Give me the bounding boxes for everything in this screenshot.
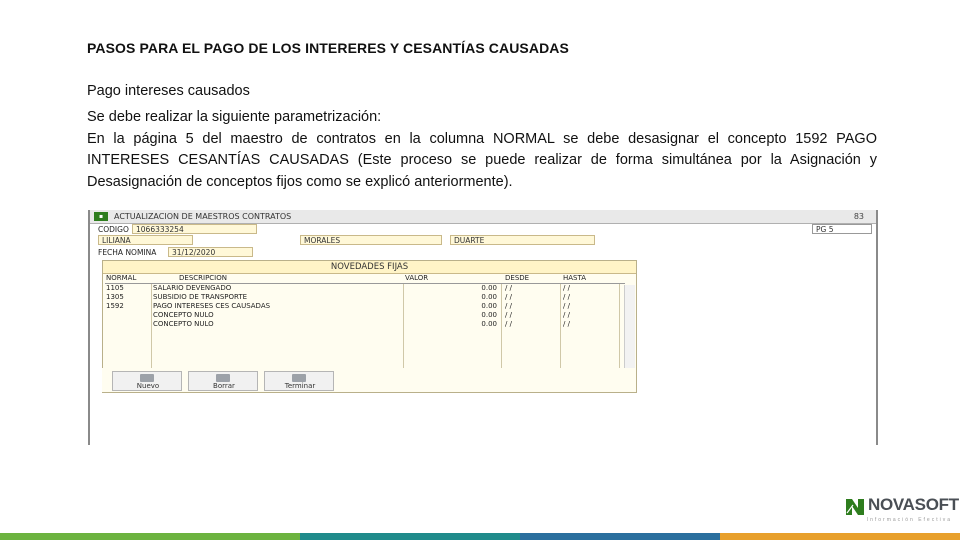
cell-normal[interactable]: 1592 xyxy=(106,302,124,310)
table-row[interactable] xyxy=(105,293,625,302)
table-row[interactable] xyxy=(105,311,625,320)
form-area xyxy=(90,224,876,445)
cell-valor[interactable]: 0.00 xyxy=(481,302,497,310)
bottom-color-bar xyxy=(0,533,960,540)
cell-descripcion[interactable]: PAGO INTERESES CES CAUSADAS xyxy=(153,302,271,310)
terminar-button[interactable] xyxy=(264,371,334,391)
cell-valor[interactable]: 0.00 xyxy=(481,293,497,301)
cell-hasta[interactable]: / / xyxy=(563,302,570,310)
table-row[interactable] xyxy=(105,284,625,293)
logo-wordmark: NOVASOFT xyxy=(868,495,959,514)
bar-segment-teal xyxy=(300,533,520,540)
fecha-label: FECHA NOMINA xyxy=(98,248,157,257)
surname1-field[interactable]: MORALES xyxy=(300,235,442,245)
fecha-field[interactable]: 31/12/2020 xyxy=(168,247,253,257)
nuevo-label: Nuevo xyxy=(136,382,160,390)
page-indicator[interactable]: PG 5 xyxy=(812,224,872,234)
cell-descripcion[interactable]: SUBSIDIO DE TRANSPORTE xyxy=(153,293,248,301)
novasoft-logo-icon xyxy=(844,495,866,517)
window-control-button[interactable]: 83 xyxy=(853,212,864,221)
novasoft-logo xyxy=(844,494,959,526)
cell-valor[interactable]: 0.00 xyxy=(481,284,497,292)
table-row[interactable] xyxy=(105,302,625,311)
cell-normal[interactable]: 1305 xyxy=(106,293,124,301)
col-desde: DESDE xyxy=(505,274,530,282)
cell-valor[interactable]: 0.00 xyxy=(481,320,497,328)
cell-desde[interactable]: / / xyxy=(505,311,512,319)
cell-descripcion[interactable]: CONCEPTO NULO xyxy=(153,320,214,328)
col-normal: NORMAL xyxy=(106,274,137,282)
codigo-field[interactable]: 1066333254 xyxy=(132,224,257,234)
cell-normal[interactable]: 1105 xyxy=(106,284,124,292)
bar-segment-green xyxy=(0,533,300,540)
nuevo-button[interactable] xyxy=(112,371,182,391)
col-descripcion: DESCRIPCION xyxy=(179,274,227,282)
borrar-button[interactable] xyxy=(188,371,258,391)
new-icon xyxy=(140,374,154,382)
table-row[interactable] xyxy=(105,320,625,329)
slide-body xyxy=(87,107,877,193)
bar-segment-blue xyxy=(520,533,720,540)
body-paragraph: En la página 5 del maestro de contratos en la columna NORMAL se debe desasignar el concepto 1592 PAGO INTERESES CESANTÍAS CAUSADAS (Este proceso se puede realizar de forma simultánea por la Asignación y Desasignación de conceptos fijos como se explicó anteriormente). xyxy=(87,130,877,190)
cell-hasta[interactable]: / / xyxy=(563,293,570,301)
window-title: ACTUALIZACION DE MAESTROS CONTRATOS xyxy=(114,212,292,221)
cell-valor[interactable]: 0.00 xyxy=(481,311,497,319)
surname2-field[interactable]: DUARTE xyxy=(450,235,595,245)
window-titlebar xyxy=(90,210,876,224)
cell-descripcion[interactable]: CONCEPTO NULO xyxy=(153,311,214,319)
cell-desde[interactable]: / / xyxy=(505,320,512,328)
vertical-scrollbar[interactable] xyxy=(624,285,635,377)
body-paragraph: Se debe realizar la siguiente parametrización: xyxy=(87,109,382,125)
delete-icon xyxy=(216,374,230,382)
cell-desde[interactable]: / / xyxy=(505,302,512,310)
slide-subtitle: Pago intereses causados xyxy=(87,83,250,99)
borrar-label: Borrar xyxy=(213,382,235,390)
codigo-label: CODIGO xyxy=(98,225,129,234)
cell-hasta[interactable]: / / xyxy=(563,311,570,319)
grid-title: NOVEDADES FIJAS xyxy=(103,261,636,274)
col-hasta: HASTA xyxy=(563,274,587,282)
cell-hasta[interactable]: / / xyxy=(563,320,570,328)
terminar-label: Terminar xyxy=(284,382,316,390)
embedded-screenshot xyxy=(88,210,878,445)
bar-segment-orange xyxy=(720,533,960,540)
cell-desde[interactable]: / / xyxy=(505,293,512,301)
cell-desde[interactable]: / / xyxy=(505,284,512,292)
grid-header xyxy=(105,274,625,284)
toolbar xyxy=(102,368,635,392)
app-icon: ▪ xyxy=(94,212,108,221)
logo-tagline: Información Efectiva xyxy=(866,517,952,523)
exit-icon xyxy=(292,374,306,382)
cell-hasta[interactable]: / / xyxy=(563,284,570,292)
slide-heading: PASOS PARA EL PAGO DE LOS INTERERES Y CESANTÍAS CAUSADAS xyxy=(87,40,569,56)
col-valor: VALOR xyxy=(405,274,429,282)
first-name-field[interactable]: LILIANA xyxy=(98,235,193,245)
cell-descripcion[interactable]: SALARIO DEVENGADO xyxy=(153,284,232,292)
